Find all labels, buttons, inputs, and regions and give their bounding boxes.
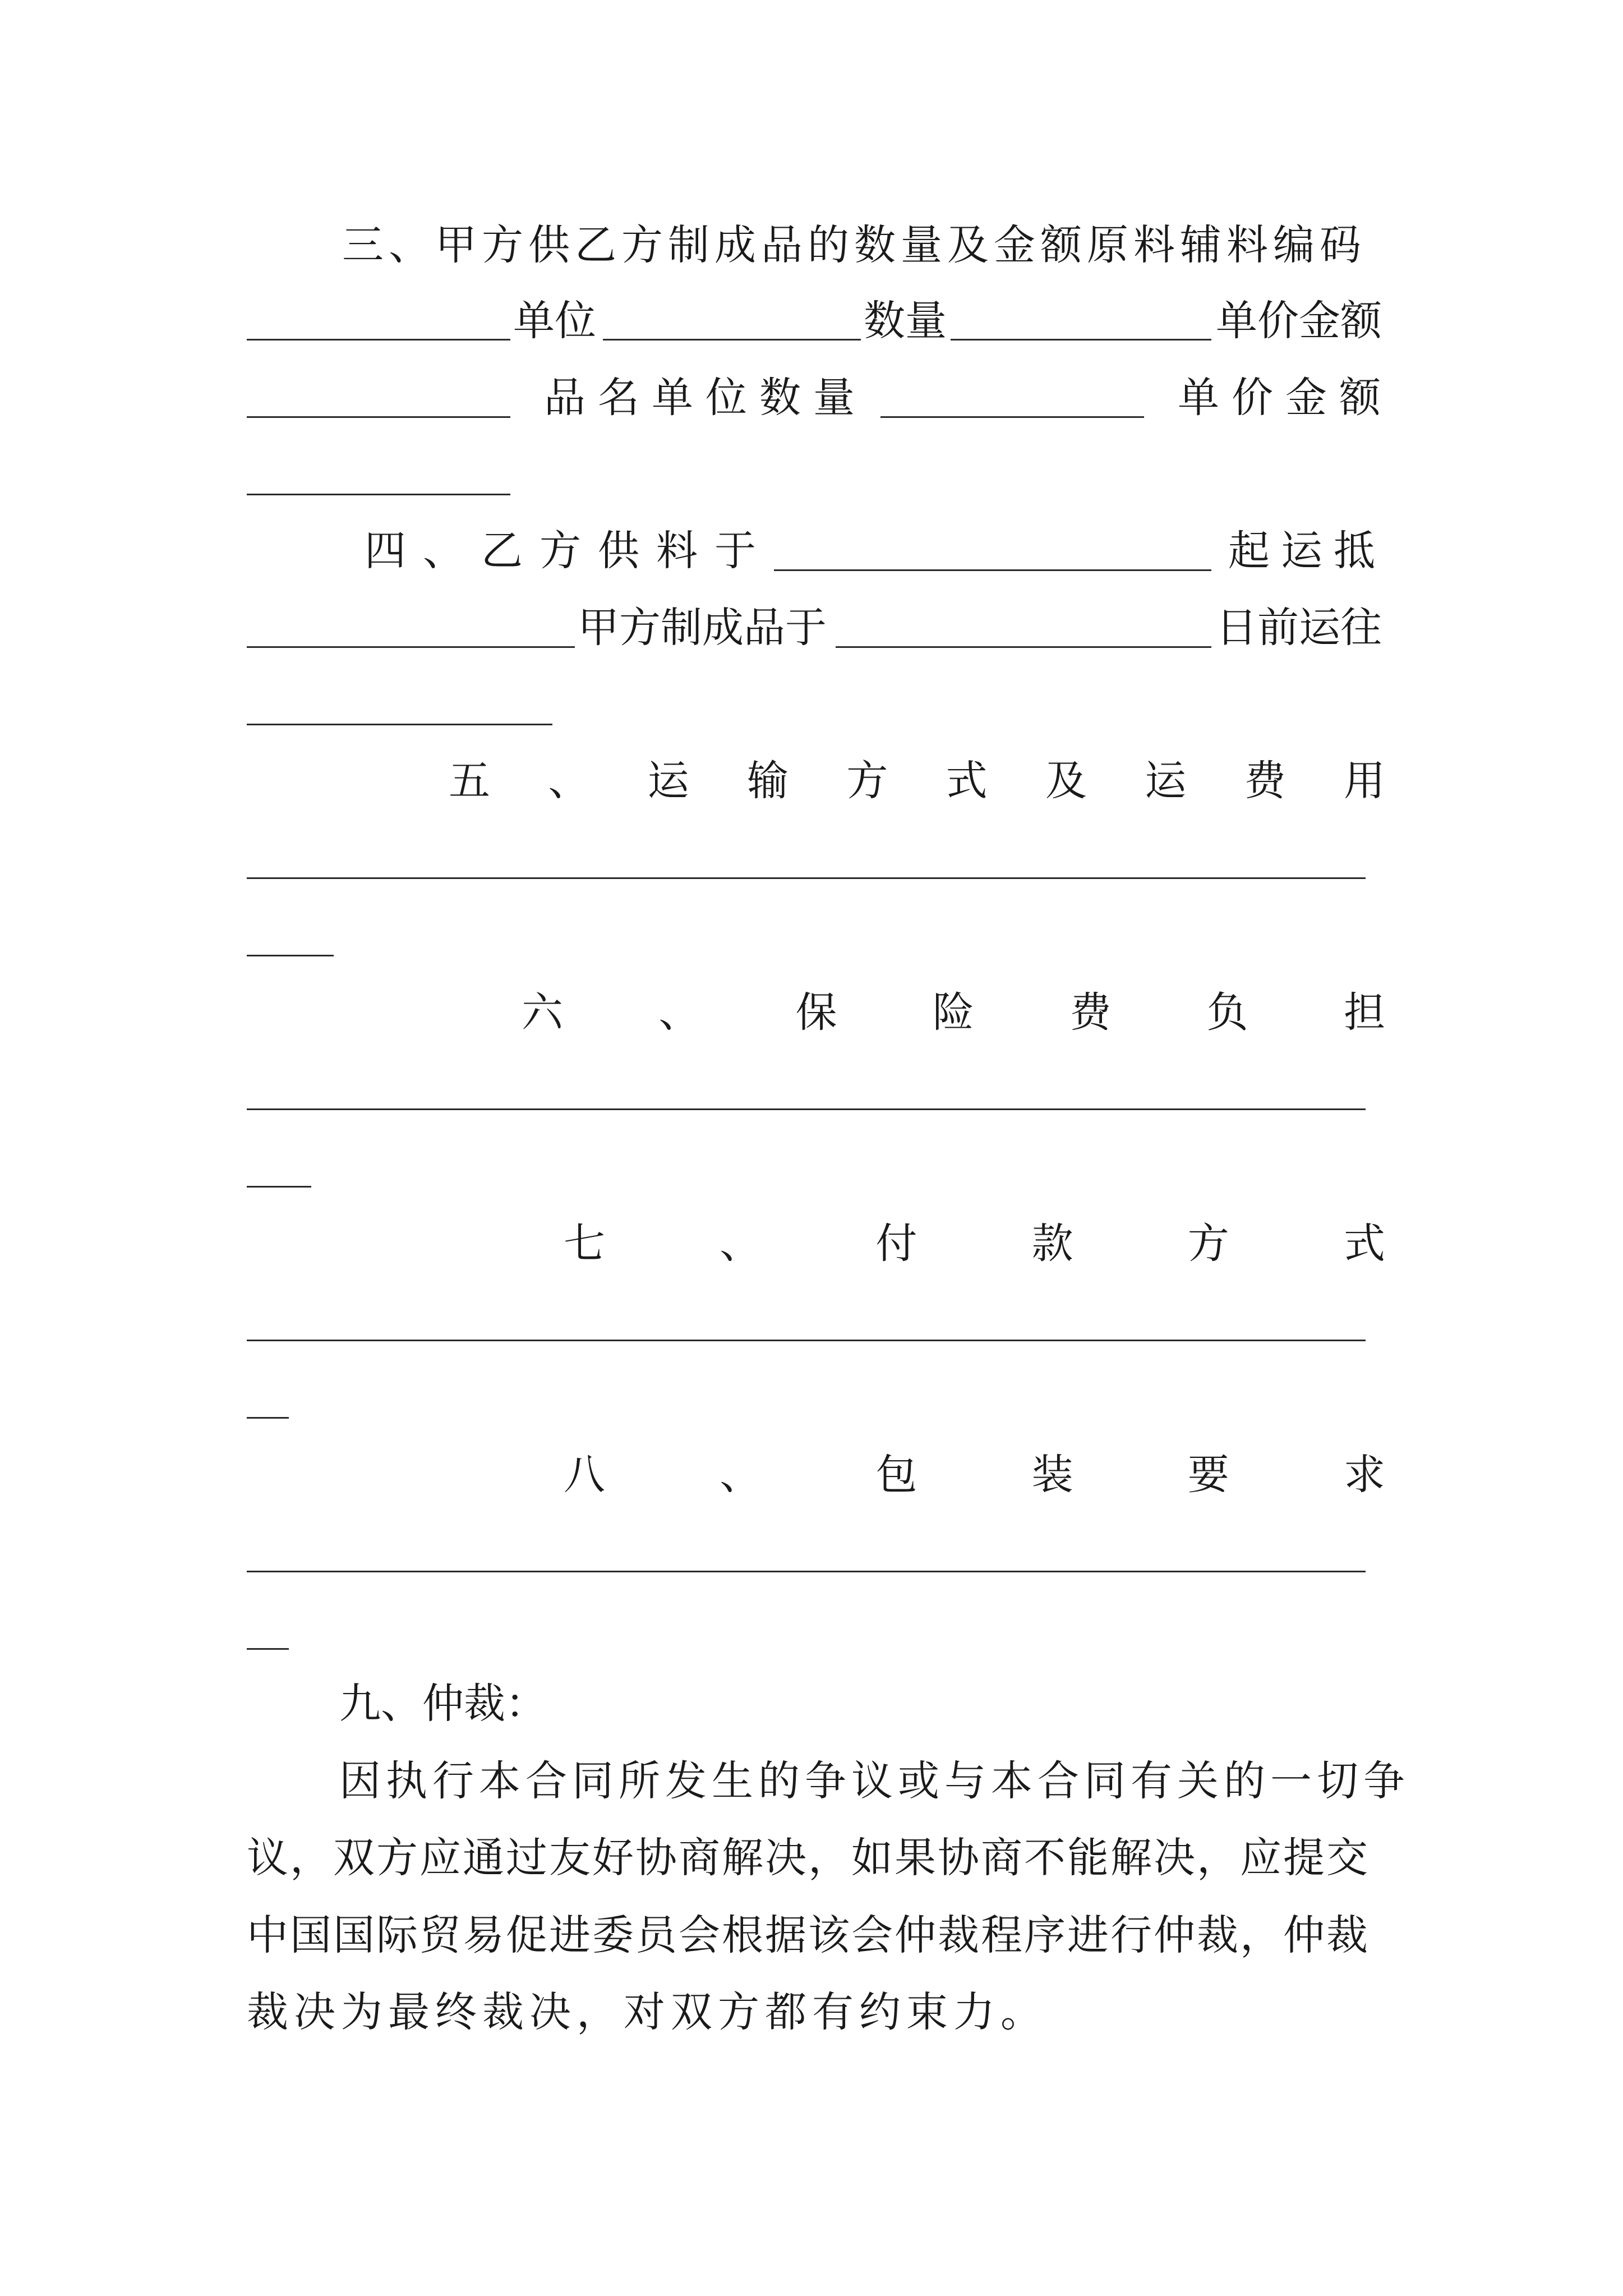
blank-transport-tail (247, 955, 334, 956)
label-dispatch: 起运抵 (1228, 527, 1386, 575)
blank-payment-tail (247, 1417, 289, 1419)
label-price-amount-2: 单价金额 (1178, 374, 1393, 422)
blank-supply-from (774, 569, 1211, 571)
blank-unit (603, 339, 861, 341)
blank-packaging-tail (247, 1648, 289, 1650)
blank-ship-to (247, 724, 552, 725)
blank-qty (951, 339, 1211, 341)
blank-packaging (247, 1571, 1366, 1572)
blank-date (836, 646, 1211, 648)
section9-line-3: 中国国际贸易促进委员会根据该会仲裁程序进行仲裁，仲裁 (247, 1911, 1370, 1959)
section6-heading: 六 、 保 险 费 负 担 (522, 988, 1385, 1037)
section9-title: 九、仲裁： (339, 1680, 547, 1728)
section5-heading: 五 、 运 输 方 式 及 运 费 用 (449, 757, 1385, 805)
label-product-unit-qty: 品名单位数量 (544, 374, 867, 422)
blank-payment (247, 1340, 1366, 1341)
blank-destination (247, 646, 575, 648)
blank-code (247, 339, 510, 341)
section9-line-2: 议，双方应通过友好协商解决，如果协商不能解决，应提交 (247, 1834, 1370, 1882)
blank-product (880, 416, 1144, 418)
section4-lead: 四、乙方供料于 (365, 527, 773, 575)
label-price-amount: 单价金额 (1216, 297, 1382, 345)
section9-line-1: 因执行本合同所发生的争议或与本合同有关的一切争 (339, 1757, 1410, 1805)
section3-heading: 三、甲方供乙方制成品的数量及金额原料辅料编码 (342, 221, 1366, 269)
label-product-at: 甲方制成品于 (578, 604, 827, 652)
blank-insurance-tail (247, 1186, 311, 1188)
section7-heading: 七 、 付 款 方 式 (564, 1220, 1385, 1268)
blank-amount-2 (247, 494, 510, 495)
blank-insurance (247, 1108, 1366, 1110)
section8-heading: 八 、 包 装 要 求 (564, 1451, 1385, 1499)
label-date-before: 日前运往 (1216, 604, 1382, 652)
label-qty: 数量 (864, 297, 947, 345)
blank-amount (247, 416, 510, 418)
blank-transport (247, 877, 1366, 879)
section9-line-4: 裁决为最终裁决，对双方都有约束力。 (247, 1988, 1048, 2036)
label-unit: 单位 (513, 297, 596, 345)
